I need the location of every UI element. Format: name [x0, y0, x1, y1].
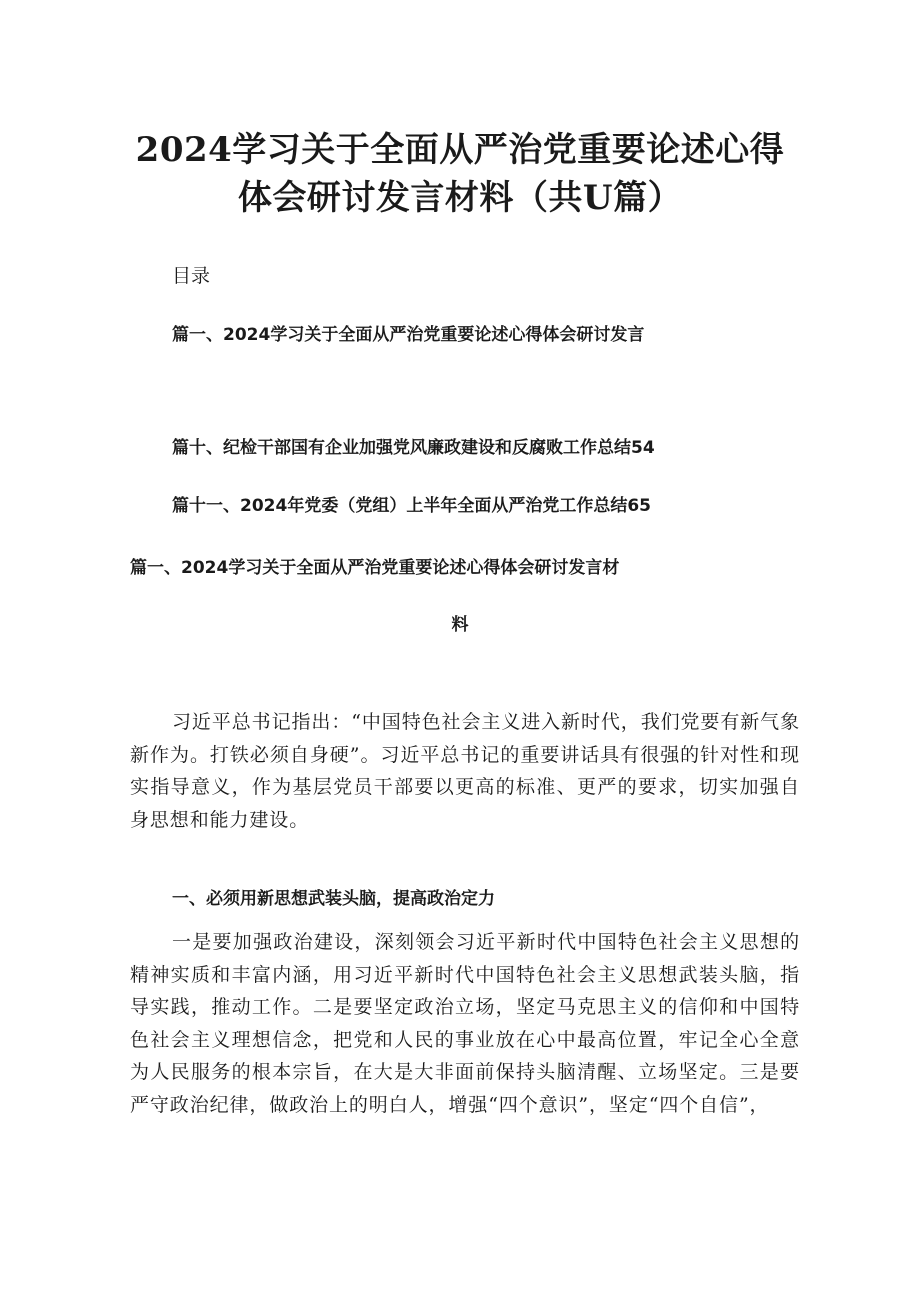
section-title-line-2: 料 — [451, 615, 469, 635]
toc-item-1[interactable]: 篇一、2024学习关于全面从严治党重要论述心得体会研讨发言 — [172, 325, 645, 345]
toc-item-10[interactable]: 篇十、纪检干部国有企业加强党风廉政建设和反腐败工作总结54 — [172, 438, 655, 458]
body-paragraph-1: 习近平总书记指出：“中国特色社会主义进入新时代，我们党要有新气象新作为。打铁必须自身硬”。习近平总书记的重要讲话具有很强的针对性和现实指导意义，作为基层党员干部要以更高的标准、更严的要求，切实加强自身思想和能力建设。 — [130, 711, 800, 831]
section-title-line-1: 篇一、2024学习关于全面从严治党重要论述心得体会研讨发言材 — [130, 558, 620, 578]
section-subheading-1: 一、必须用新思想武装头脑，提高政治定力 — [172, 889, 495, 909]
body-paragraph-2: 一是要加强政治建设，深刻领会习近平新时代中国特色社会主义思想的精神实质和丰富内涵，用习近平新时代中国特色社会主义思想武装头脑，指导实践，推动工作。二是要坚定政治立场，坚定马克思主义的信仰和中国特色社会主义理想信念，把党和人民的事业放在心中最高位置，牢记全心全意为人民服务的根本宗旨，在大是大非面前保持头脑清醒、立场坚定。三是要严守政治纪律，做政治上的明白人，增强“四个意识”，坚定“四个自信”， — [130, 931, 800, 1116]
toc-item-11[interactable]: 篇十一、2024年党委（党组）上半年全面从严治党工作总结65 — [172, 496, 651, 516]
document-title-line-2: 体会研讨发言材料（共U篇） — [237, 178, 683, 218]
document-title-line-1: 2024学习关于全面从严治党重要论述心得 — [135, 130, 785, 170]
toc-heading: 目录 — [172, 265, 211, 287]
